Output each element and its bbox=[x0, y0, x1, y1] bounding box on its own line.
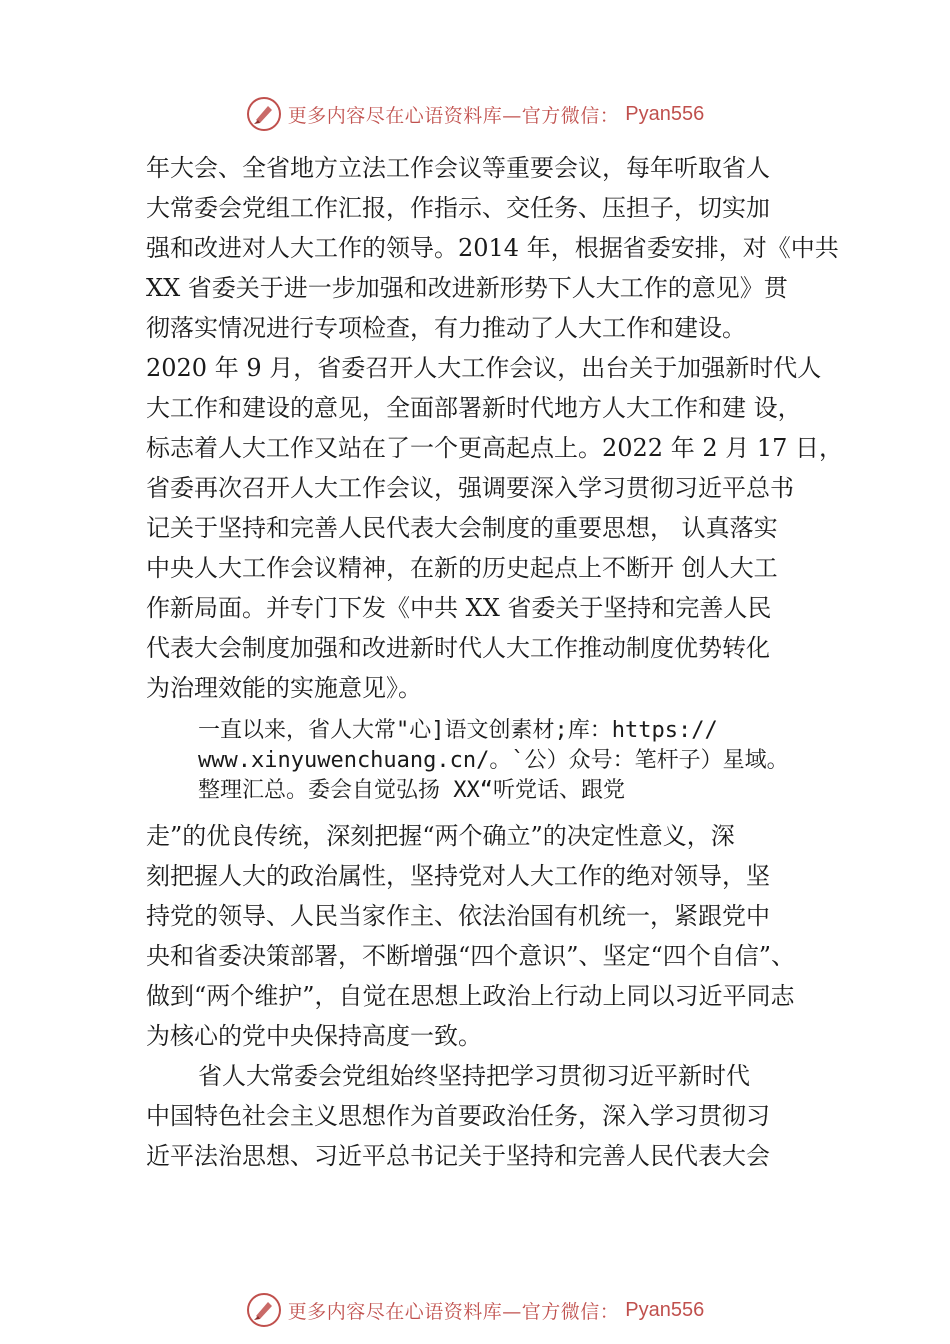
body-line: 近平法治思想、习近平总书记关于坚持和完善人民代表大会 bbox=[146, 1142, 770, 1170]
footer-banner-wechat-id: Pyan556 bbox=[625, 1298, 705, 1321]
header-banner bbox=[0, 92, 950, 136]
body-line: 大工作和建设的意见，全面部署新时代地方人大工作和建 设， bbox=[146, 394, 802, 422]
header-banner-text: 更多内容尽在心语资料库—官方微信： bbox=[287, 104, 620, 127]
watermark-line: 整理汇总。委会自觉弘扬 XX“听党话、跟党 bbox=[198, 778, 625, 803]
body-line: 持党的领导、人民当家作主、依法治国有机统一，紧跟党中 bbox=[146, 902, 770, 930]
brand-logo-icon bbox=[246, 1292, 282, 1328]
body-line: 大常委会党组工作汇报，作指示、交任务、压担子，切实加 bbox=[146, 194, 770, 222]
watermark-line: www.xinyuwenchuang.cn/。`公）众号：笔杆子）星域。 bbox=[198, 748, 789, 773]
header-banner-wechat-id: Pyan556 bbox=[625, 102, 705, 125]
brand-logo-icon bbox=[246, 96, 282, 132]
paragraph-start-line: 省人大常委会党组始终坚持把学习贯彻习近平新时代 bbox=[198, 1062, 750, 1090]
body-line: 记关于坚持和完善人民代表大会制度的重要思想， 认真落实 bbox=[146, 514, 778, 542]
body-line: 作新局面。并专门下发《中共 XX 省委关于坚持和完善人民 bbox=[146, 594, 772, 622]
body-line: 代表大会制度加强和改进新时代人大工作推动制度优势转化 bbox=[146, 634, 770, 662]
body-line: 强和改进对人大工作的领导。2014 年，根据省委安排，对《中共 bbox=[146, 234, 839, 262]
body-line: 为治理效能的实施意见》。 bbox=[146, 674, 422, 702]
body-line: 彻落实情况进行专项检查，有力推动了人大工作和建设。 bbox=[146, 314, 746, 342]
body-line: 中央人大工作会议精神，在新的历史起点上不断开 创人大工 bbox=[146, 554, 778, 582]
body-line: 2020 年 9 月，省委召开人大工作会议，出台关于加强新时代人 bbox=[146, 354, 822, 382]
body-line: 省委再次召开人大工作会议，强调要深入学习贯彻习近平总书 bbox=[146, 474, 794, 502]
body-line: 走”的优良传统，深刻把握“两个确立”的决定性意义，深 bbox=[146, 822, 735, 850]
body-line: 标志着人大工作又站在了一个更高起点上。2022 年 2 月 17 日， bbox=[146, 434, 844, 462]
body-line: 刻把握人大的政治属性，坚持党对人大工作的绝对领导，坚 bbox=[146, 862, 770, 890]
watermark-line: 一直以来，省人大常"心]语文创素材;库：https:// bbox=[198, 718, 718, 743]
footer-banner bbox=[0, 1288, 950, 1332]
body-line: 年大会、全省地方立法工作会议等重要会议，每年听取省人 bbox=[146, 154, 770, 182]
body-line: 为核心的党中央保持高度一致。 bbox=[146, 1022, 482, 1050]
body-line: XX 省委关于进一步加强和改进新形势下人大工作的意见》贯 bbox=[146, 274, 788, 302]
body-line: 做到“两个维护”，自觉在思想上政治上行动上同以习近平同志 bbox=[146, 982, 795, 1010]
body-line: 中国特色社会主义思想作为首要政治任务，深入学习贯彻习 bbox=[146, 1102, 770, 1130]
body-line: 央和省委决策部署，不断增强“四个意识”、坚定“四个自信”、 bbox=[146, 942, 796, 970]
footer-banner-text: 更多内容尽在心语资料库—官方微信： bbox=[287, 1300, 620, 1323]
